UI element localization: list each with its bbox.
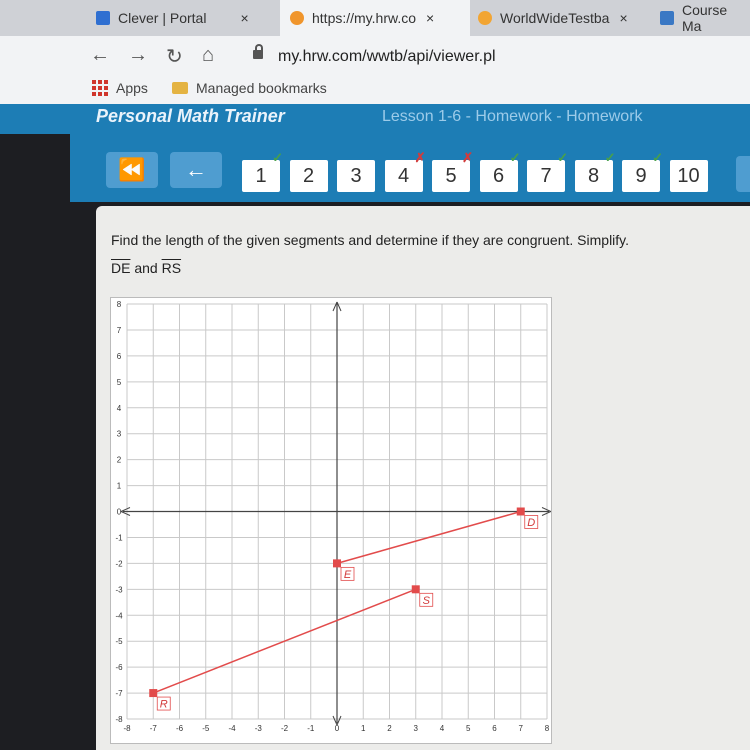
question-number: 8 <box>587 164 600 187</box>
first-question-button[interactable] <box>106 152 158 188</box>
x-tick-label: -5 <box>202 724 210 733</box>
check-icon: ✓ <box>604 150 616 165</box>
tab-title: Clever | Portal <box>118 10 207 26</box>
question-8-button[interactable] <box>575 150 616 192</box>
question-4-button[interactable] <box>385 150 426 192</box>
course-icon <box>660 11 674 25</box>
question-1-button[interactable] <box>242 150 283 192</box>
tab-clever[interactable] <box>96 0 274 36</box>
x-tick-label: -6 <box>175 724 184 733</box>
bookmark-managed[interactable] <box>172 80 327 96</box>
point-label-r: R <box>159 698 168 711</box>
question-number: 2 <box>302 164 315 187</box>
check-icon: ✓ <box>509 150 521 165</box>
point-label-d: D <box>527 517 536 529</box>
clever-icon <box>96 11 110 25</box>
y-tick-label: -2 <box>115 559 123 569</box>
close-icon[interactable]: × <box>619 10 628 26</box>
check-icon: ✓ <box>557 150 568 165</box>
double-left-icon: ⏪ <box>118 157 146 182</box>
question-number: 6 <box>492 164 505 187</box>
x-tick-label: 6 <box>492 724 497 733</box>
x-tick-label: -3 <box>254 724 262 733</box>
tab-hrw[interactable] <box>280 0 470 36</box>
home-icon[interactable]: ⌂ <box>202 44 215 66</box>
bookmark-label: Managed bookmarks <box>196 80 327 96</box>
segment-rs-label: $\overline{RS}$ <box>161 260 182 276</box>
question-number: 3 <box>350 164 362 187</box>
y-tick-label: -5 <box>115 637 123 647</box>
bookmark-label: Apps <box>116 80 148 96</box>
question-number: 4 <box>397 164 410 187</box>
question-10-button[interactable] <box>670 160 708 192</box>
app-brand: Personal Math Trainer <box>96 106 285 126</box>
x-tick-label: 3 <box>413 724 418 733</box>
apps-grid-icon <box>92 80 108 96</box>
x-tick-label: 7 <box>518 724 523 733</box>
x-tick-label: -2 <box>280 724 289 733</box>
x-tick-label: 4 <box>439 724 445 733</box>
tab-title: https://my.hrw.co <box>312 10 416 26</box>
next-button-partial[interactable] <box>736 156 750 192</box>
x-tick-label: -1 <box>307 724 315 733</box>
x-mark-icon: ✗ <box>414 150 426 165</box>
close-icon[interactable]: × <box>426 10 435 26</box>
point-e <box>333 559 341 567</box>
y-tick-label: -7 <box>115 689 123 699</box>
back-arrow-icon[interactable]: ← <box>90 44 110 66</box>
point-label-e: E <box>343 568 352 581</box>
x-tick-label: 0 <box>334 724 340 733</box>
y-tick-label: 3 <box>116 429 122 439</box>
point-s <box>412 585 420 593</box>
check-icon: ✓ <box>652 150 663 165</box>
x-mark-icon: ✗ <box>462 150 473 165</box>
y-tick-label: 2 <box>116 455 122 465</box>
folder-icon <box>172 82 188 94</box>
coordinate-plane <box>111 298 551 743</box>
point-r <box>149 689 157 697</box>
y-tick-label: 5 <box>116 377 122 387</box>
reload-icon[interactable]: ↻ <box>166 46 183 68</box>
y-tick-label: 6 <box>116 351 122 361</box>
y-tick-label: -3 <box>115 585 123 595</box>
x-tick-label: -8 <box>123 724 131 733</box>
y-tick-label: -4 <box>115 611 123 621</box>
question-5-button[interactable] <box>432 150 473 192</box>
question-2-button[interactable] <box>290 160 328 192</box>
question-7-button[interactable] <box>527 150 568 192</box>
question-number: 1 <box>255 164 267 187</box>
x-tick-label: 1 <box>361 724 366 733</box>
forward-arrow-icon[interactable]: → <box>128 44 148 66</box>
coordinate-grid <box>110 297 552 744</box>
question-number: 10 <box>677 164 700 187</box>
close-icon[interactable]: × <box>240 10 249 26</box>
question-number: 7 <box>540 164 552 187</box>
y-tick-label: 1 <box>116 481 122 491</box>
x-tick-label: 2 <box>387 724 392 733</box>
tab-worldwidetestbank[interactable] <box>478 0 648 36</box>
question-number: 9 <box>635 164 647 187</box>
y-tick-label: 8 <box>116 300 122 309</box>
point-d <box>517 508 525 516</box>
and-text: and <box>134 260 158 276</box>
y-tick-label: 7 <box>116 325 122 335</box>
x-tick-label: 8 <box>544 724 550 733</box>
segment-names <box>111 260 181 276</box>
x-tick-label: -7 <box>149 724 157 733</box>
x-tick-label: -4 <box>228 724 236 733</box>
y-tick-label: 0 <box>116 507 122 517</box>
question-number: 5 <box>445 164 457 187</box>
tab-title: Course Ma <box>682 2 728 34</box>
x-tick-label: 5 <box>466 724 471 733</box>
question-6-button[interactable] <box>480 150 521 192</box>
orange-site-icon <box>478 11 492 25</box>
lesson-title: Lesson 1-6 - Homework - Homework <box>382 108 643 125</box>
segment-de-label: $\overline{DE}$ <box>111 260 131 276</box>
previous-question-button[interactable] <box>170 152 222 188</box>
point-label-s: S <box>422 594 430 607</box>
tab-course[interactable] <box>660 0 750 36</box>
y-tick-label: -1 <box>115 533 123 543</box>
lock-icon <box>253 50 263 59</box>
question-9-button[interactable] <box>622 150 663 192</box>
address-bar[interactable]: my.hrw.com/wwtb/api/viewer.pl <box>278 48 496 65</box>
orange-site-icon <box>290 11 304 25</box>
y-tick-label: -8 <box>115 715 123 724</box>
check-icon: ✓ <box>272 150 283 165</box>
question-3-button[interactable] <box>337 160 375 192</box>
y-tick-label: 4 <box>116 403 122 413</box>
tab-title: WorldWideTestba <box>500 10 610 26</box>
problem-instruction: Find the length of the given segments and determine if they are congruent. Simplify. <box>111 232 630 248</box>
bookmark-apps[interactable] <box>92 80 148 96</box>
y-tick-label: -6 <box>115 663 123 673</box>
browser-tab-bar <box>0 0 750 36</box>
left-arrow-icon: ← <box>185 157 207 182</box>
